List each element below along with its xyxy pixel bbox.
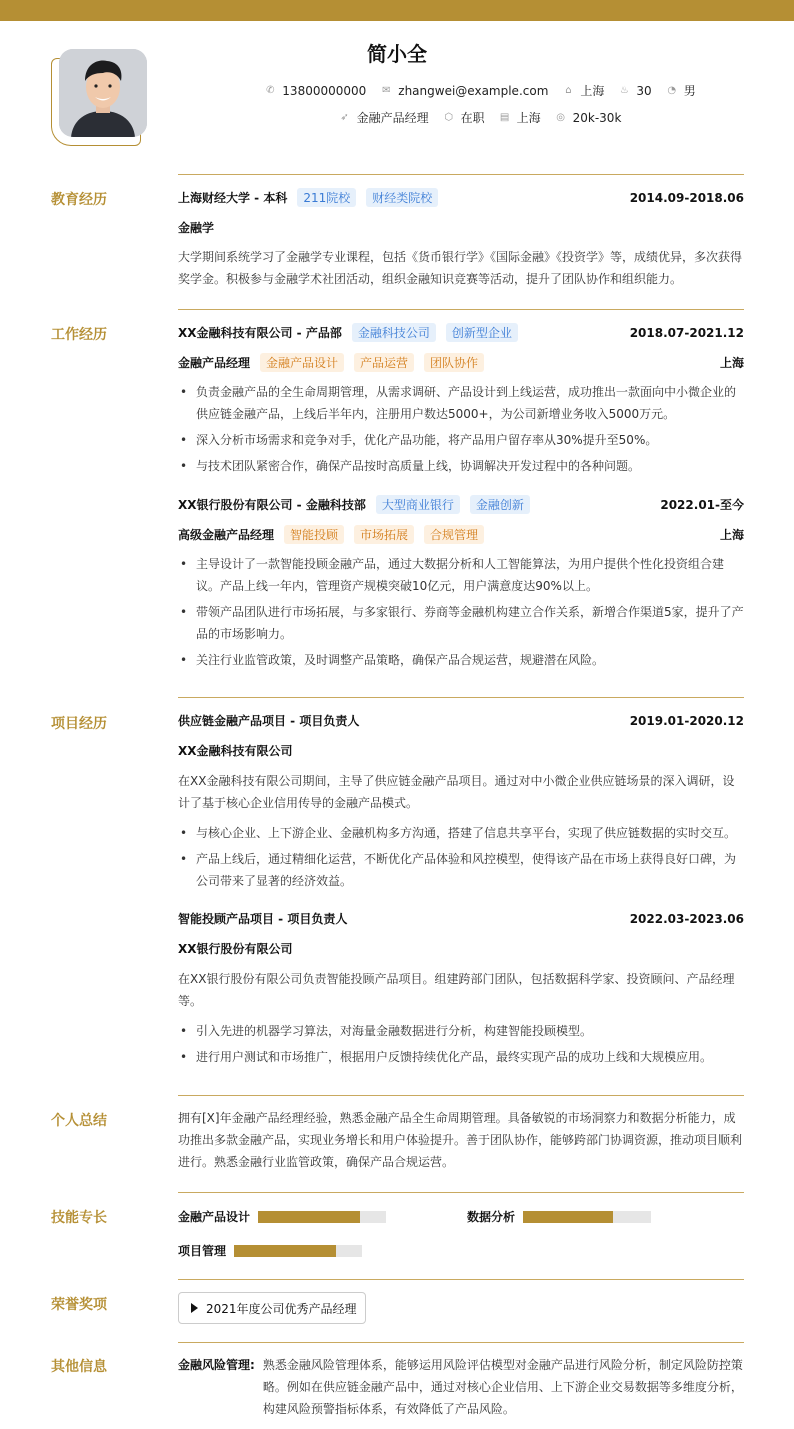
project-header (178, 910, 744, 927)
tag: 市场拓展 (354, 525, 414, 544)
skill-bar (258, 1211, 386, 1223)
job-company-row (178, 323, 744, 342)
company-name: XX金融科技有限公司 - 产品部 (178, 326, 342, 340)
list-item: • 主导设计了一款智能投顾金融产品，通过大数据分析和人工智能算法，为用户提供个性化投资组合建议。产品上线一年内，管理资产规模突破10亿元，用户满意度达90%以上。 (178, 553, 744, 597)
divider (178, 697, 744, 698)
home-icon: ⌂ (565, 84, 572, 96)
other-title: 其他信息 (51, 1359, 107, 1375)
job-date: 2022.01-至今 (660, 498, 744, 512)
skill-item (467, 1208, 651, 1225)
divider (178, 1192, 744, 1193)
major: 金融学 (178, 221, 215, 235)
award-text: 2021年度公司优秀产品经理 (206, 1301, 357, 1316)
mail-icon: ✉ (382, 84, 391, 96)
cake-icon: ♨ (619, 84, 629, 96)
job-role-row (178, 353, 744, 372)
project-desc: 在XX金融科技有限公司期间，主导了供应链金融产品项目。通过对中小微企业供应链场景的深入调研，设计了基于核心企业信用传导的金融产品模式。 (178, 774, 735, 810)
summary-title: 个人总结 (51, 1113, 107, 1129)
skill-bar (523, 1211, 651, 1223)
contact-row (180, 82, 780, 99)
job-role: 金融产品经理 (178, 356, 251, 370)
location-text: 上海 (580, 84, 605, 98)
list-item: • 带领产品团队进行市场拓展，与多家银行、券商等金融机构建立合作关系，新增合作渠道5家，提升了产品的市场影响力。 (178, 601, 744, 645)
project-org: XX金融科技有限公司 (178, 744, 293, 758)
skill-item (178, 1242, 362, 1259)
job-city: 上海 (719, 356, 744, 370)
company-name: XX银行股份有限公司 - 金融科技部 (178, 498, 366, 512)
project-date: 2019.01-2020.12 (629, 713, 744, 728)
tag: 大型商业银行 (376, 495, 460, 514)
divider (178, 309, 744, 310)
position-text: 金融产品经理 (356, 111, 429, 125)
job-role: 高级金融产品经理 (178, 528, 275, 542)
list-item: • 与技术团队紧密合作，确保产品按时高质量上线，协调解决开发过程中的各种问题。 (178, 455, 744, 477)
education-desc: 大学期间系统学习了金融学专业课程，包括《货币银行学》《国际金融》《投资学》等，成绩优异，多次获得奖学金。积极参与金融学术社团活动，组织金融知识竞赛等活动，提升了团队协作和组织能力。 (178, 250, 743, 286)
project-desc: 在XX银行股份有限公司负责智能投顾产品项目。组建跨部门团队，包括数据科学家、投资顾问、产品经理等。 (178, 972, 735, 1008)
phone-info (264, 82, 366, 99)
project-name: 智能投顾产品项目 - 项目负责人 (178, 912, 348, 926)
coin-icon: ◎ (556, 111, 565, 123)
position-info (339, 109, 429, 126)
project-header (178, 712, 744, 729)
tag: 创新型企业 (446, 323, 518, 342)
salary-info (555, 109, 622, 126)
skill-name: 金融产品设计 (178, 1210, 251, 1224)
tag: 金融科技公司 (352, 323, 436, 342)
hexagon-icon: ⬡ (444, 111, 453, 123)
project-org: XX银行股份有限公司 (178, 942, 293, 956)
tag: 财经类院校 (366, 188, 438, 207)
skill-bar-fill (523, 1211, 613, 1223)
skill-bar-fill (234, 1245, 336, 1257)
list-item: • 关注行业监管政策，及时调整产品策略，确保产品合规运营，规避潜在风险。 (178, 649, 744, 671)
divider (178, 1279, 744, 1280)
tag: 产品运营 (354, 353, 414, 372)
project-date: 2022.03-2023.06 (629, 911, 744, 926)
salary-text: 20k-30k (572, 110, 622, 125)
job-city: 上海 (719, 528, 744, 542)
education-header (178, 188, 744, 207)
phone-icon: ✆ (266, 84, 275, 96)
tag: 211院校 (297, 188, 356, 207)
awards-title: 荣誉奖项 (51, 1297, 107, 1313)
job-date: 2018.07-2021.12 (629, 325, 744, 340)
send-icon: ➶ (340, 111, 349, 123)
play-icon (191, 1303, 198, 1313)
age-info (618, 82, 651, 99)
summary-text: 拥有[X]年金融产品经理经验，熟悉金融产品全生命周期管理。具备敏锐的市场洞察力和数据分析能力，成功推出多款金融产品，实现业务增长和用户体验提升。善于团队协作，能够跨部门协调资源，推动项目顺利进行。熟悉金融行业监管政策，确保产品合规运营。 (178, 1111, 743, 1169)
other-label: 金融风险管理: (178, 1358, 255, 1372)
gender-text: 男 (683, 84, 696, 98)
job-role-row (178, 525, 744, 544)
skill-item (178, 1208, 386, 1225)
other-info (178, 1354, 744, 1420)
list-item: • 产品上线后，通过精细化运营，不断优化产品体验和风控模型，使得该产品在市场上获得良好口碑，为公司带来了显著的经济效益。 (178, 848, 744, 892)
list-item: • 与核心企业、上下游企业、金融机构多方沟通，搭建了信息共享平台，实现了供应链数据的实时交互。 (178, 822, 744, 844)
tag: 智能投顾 (284, 525, 344, 544)
school-name: 上海财经大学 - 本科 (178, 191, 288, 205)
award-item[interactable] (178, 1292, 366, 1324)
education-date: 2014.09-2018.06 (629, 190, 744, 205)
status-text: 在职 (460, 111, 485, 125)
list-item: • 进行用户测试和市场推广，根据用户反馈持续优化产品，最终实现产品的成功上线和大规模应用。 (178, 1046, 744, 1068)
profile-name: 简小全 (367, 42, 427, 66)
skill-name: 项目管理 (178, 1244, 227, 1258)
list-item: • 负责金融产品的全生命周期管理，从需求调研、产品设计到上线运营，成功推出一款面向中小微企业的供应链金融产品，上线后半年内，注册用户数达5000+，为公司新增业务收入5000万元。 (178, 381, 744, 425)
phone-text: 13800000000 (282, 83, 367, 98)
tag: 团队协作 (424, 353, 484, 372)
skill-bar (234, 1245, 362, 1257)
divider (178, 1095, 744, 1096)
project-org-row (178, 940, 744, 957)
email-info (380, 82, 548, 99)
list-item: • 引入先进的机器学习算法，对海量金融数据进行分析，构建智能投顾模型。 (178, 1020, 744, 1042)
skills-title: 技能专长 (51, 1210, 107, 1226)
skill-name: 数据分析 (467, 1210, 516, 1224)
divider (178, 174, 744, 175)
job-company-row (178, 495, 744, 514)
skill-bar-fill (258, 1211, 360, 1223)
other-text: 熟悉金融风险管理体系，能够运用风险评估模型对金融产品进行风险分析，制定风险防控策略。例如在供应链金融产品中，通过对核心企业信用、上下游企业交易数据等多维度分析，构建风险预警指标体系，有效降低了产品风险。 (262, 1358, 743, 1416)
gender-info (666, 82, 696, 99)
building-icon: ▤ (499, 111, 510, 123)
city-text: 上海 (516, 111, 541, 125)
project-name: 供应链金融产品项目 - 项目负责人 (178, 714, 360, 728)
projects-title: 项目经历 (51, 716, 107, 732)
status-info (443, 109, 485, 126)
divider (178, 1342, 744, 1343)
work-title: 工作经历 (51, 327, 107, 343)
list-item: • 深入分析市场需求和竞争对手，优化产品功能，将产品用户留存率从30%提升至50%。 (178, 429, 744, 451)
major-row (178, 219, 744, 236)
city-info (499, 109, 541, 126)
gender-icon: ◔ (667, 84, 677, 96)
tag: 金融产品设计 (260, 353, 344, 372)
email-text: zhangwei@example.com (398, 83, 549, 98)
tag: 合规管理 (424, 525, 484, 544)
tag: 金融创新 (470, 495, 530, 514)
education-title: 教育经历 (51, 192, 107, 208)
project-org-row (178, 742, 744, 759)
job-intent-row (180, 109, 780, 126)
location-info (562, 82, 604, 99)
age-text: 30 (636, 83, 652, 98)
top-accent-bar (0, 0, 794, 21)
